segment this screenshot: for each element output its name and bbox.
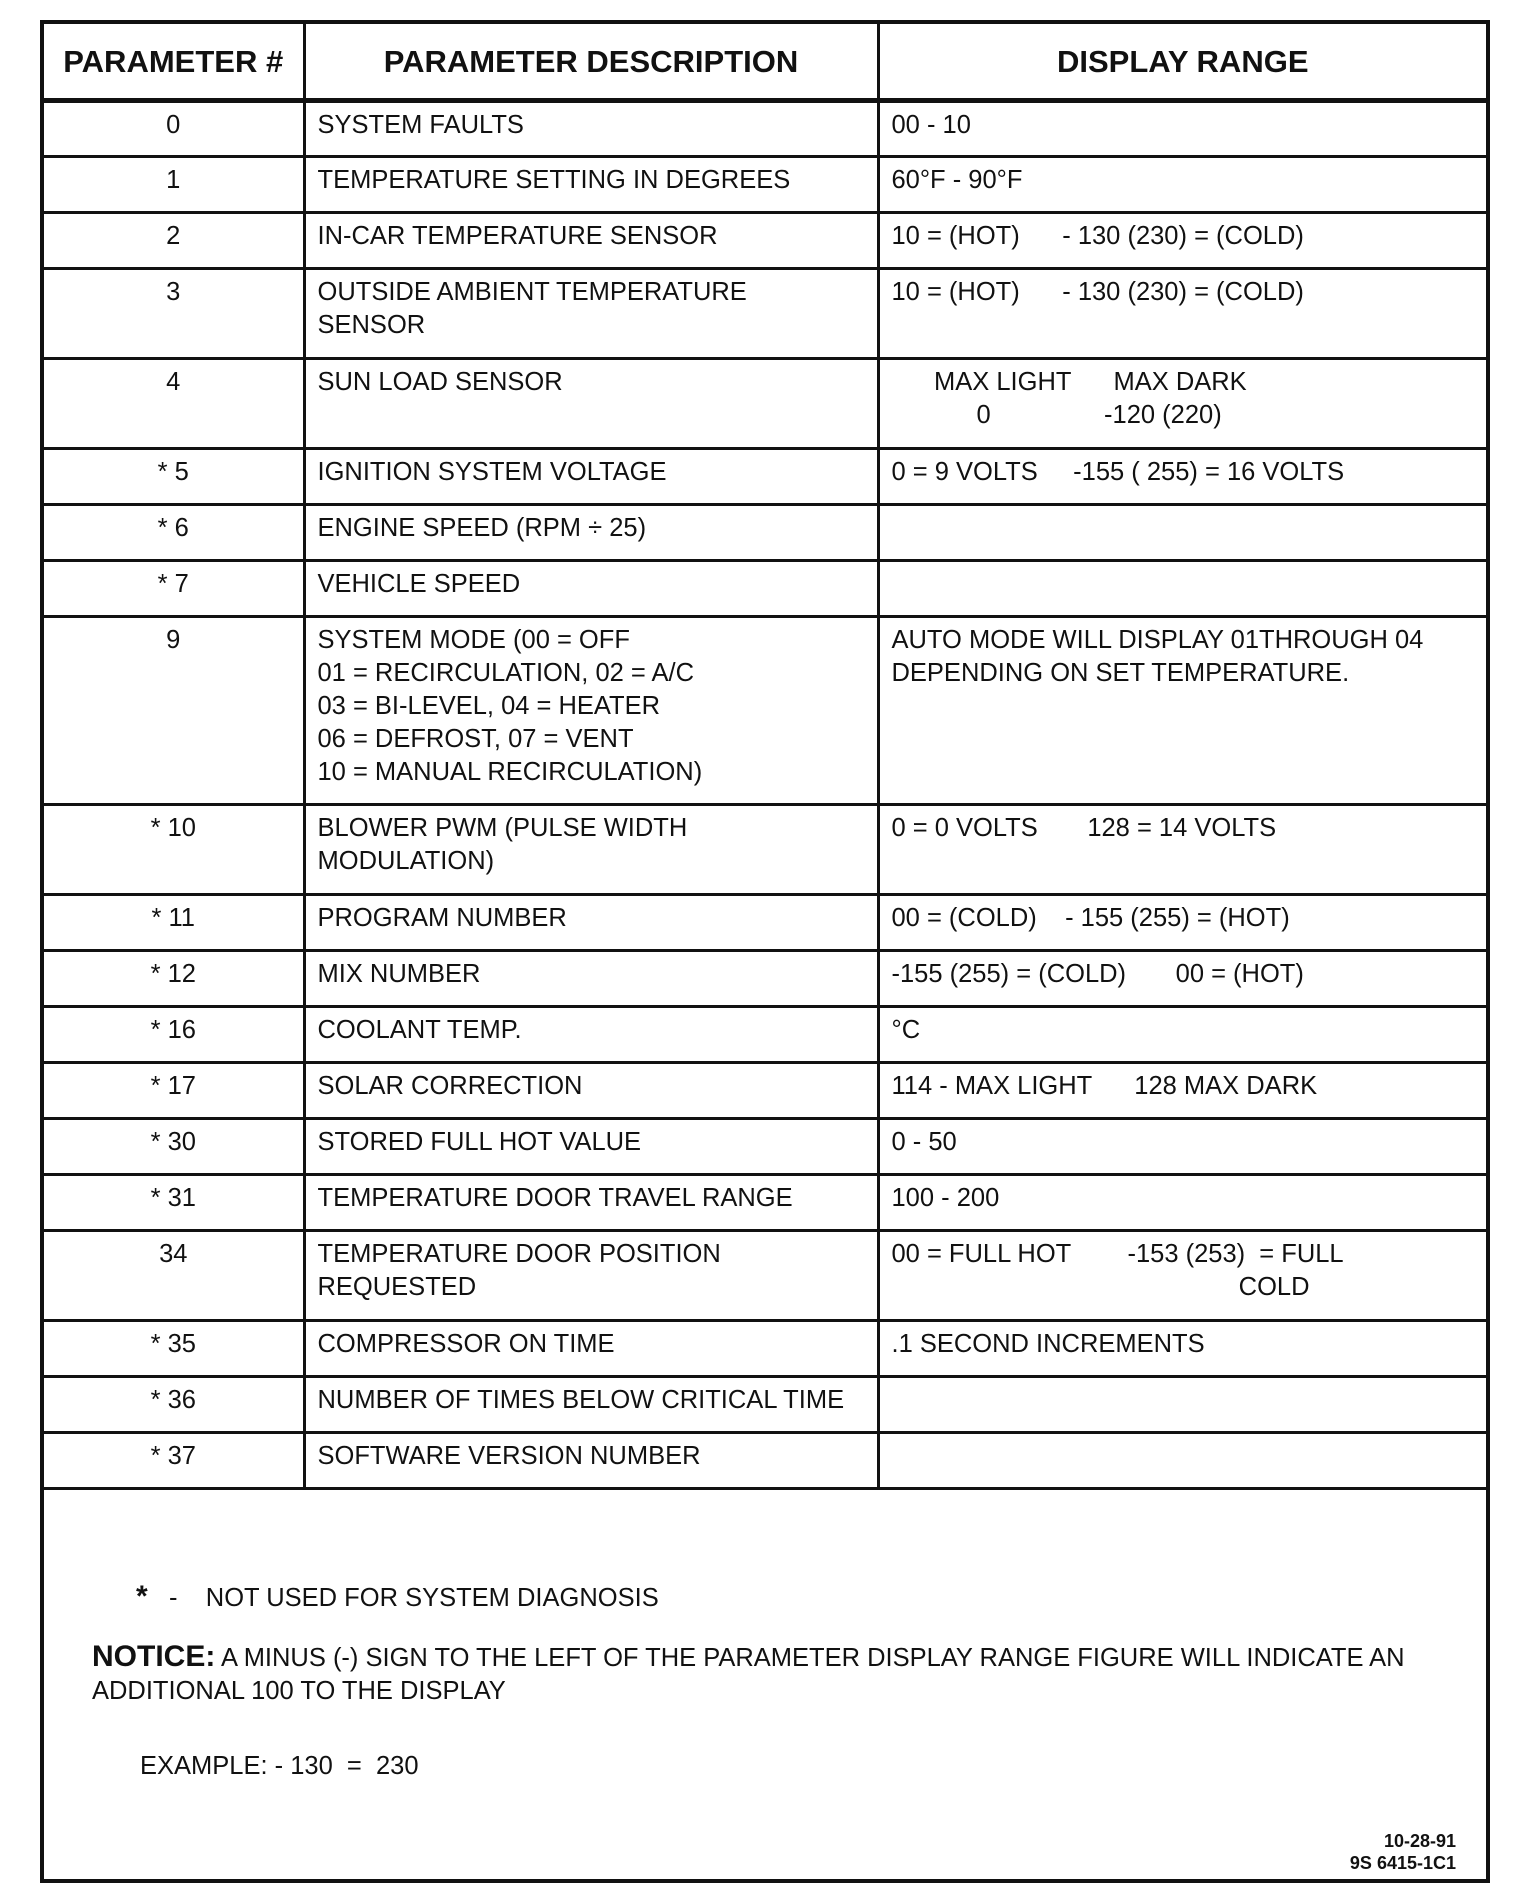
parameter-description-cell: TEMPERATURE SETTING IN DEGREES bbox=[304, 157, 878, 213]
table-row bbox=[44, 1377, 1486, 1433]
display-range-cell: 114 - MAX LIGHT 128 MAX DARK bbox=[878, 1063, 1486, 1119]
table-row bbox=[44, 359, 1486, 449]
parameter-number-cell: 34 bbox=[44, 1231, 304, 1321]
table-row bbox=[44, 449, 1486, 505]
display-range-cell: AUTO MODE WILL DISPLAY 01THROUGH 04 DEPENDING ON SET TEMPERATURE. bbox=[878, 617, 1486, 805]
parameter-description-cell: IN-CAR TEMPERATURE SENSOR bbox=[304, 213, 878, 269]
table-row bbox=[44, 805, 1486, 895]
parameter-number-cell: * 37 bbox=[44, 1433, 304, 1489]
display-range-cell: 0 = 9 VOLTS -155 ( 255) = 16 VOLTS bbox=[878, 449, 1486, 505]
parameter-number-cell: * 6 bbox=[44, 505, 304, 561]
parameter-description-cell: OUTSIDE AMBIENT TEMPERATURE SENSOR bbox=[304, 269, 878, 359]
display-range-cell: 10 = (HOT) - 130 (230) = (COLD) bbox=[878, 269, 1486, 359]
display-range-cell bbox=[878, 1433, 1486, 1489]
table-row bbox=[44, 1007, 1486, 1063]
display-range-cell bbox=[878, 505, 1486, 561]
parameter-number-cell: * 35 bbox=[44, 1321, 304, 1377]
parameter-number-cell: * 17 bbox=[44, 1063, 304, 1119]
table-row bbox=[44, 1063, 1486, 1119]
parameter-description-cell: PROGRAM NUMBER bbox=[304, 895, 878, 951]
parameter-number-cell: * 10 bbox=[44, 805, 304, 895]
display-range-cell bbox=[878, 561, 1486, 617]
header-display-range: DISPLAY RANGE bbox=[878, 24, 1486, 101]
table-row bbox=[44, 269, 1486, 359]
display-range-cell: .1 SECOND INCREMENTS bbox=[878, 1321, 1486, 1377]
parameter-description-cell: COMPRESSOR ON TIME bbox=[304, 1321, 878, 1377]
parameter-number-cell: * 36 bbox=[44, 1377, 304, 1433]
table-row bbox=[44, 157, 1486, 213]
parameter-number-cell: 1 bbox=[44, 157, 304, 213]
parameter-number-cell: * 7 bbox=[44, 561, 304, 617]
notice-paragraph bbox=[92, 1640, 1452, 1708]
display-range-cell: 0 = 0 VOLTS 128 = 14 VOLTS bbox=[878, 805, 1486, 895]
parameter-description-cell: VEHICLE SPEED bbox=[304, 561, 878, 617]
parameter-description-cell: SYSTEM MODE (00 = OFF 01 = RECIRCULATION, 02 = A/C 03 = BI-LEVEL, 04 = HEATER 06 = DEFROST, 07 = VENT 10 = MANUAL RECIRCULATION) bbox=[304, 617, 878, 805]
display-range-cell: °C bbox=[878, 1007, 1486, 1063]
parameter-description-cell: SUN LOAD SENSOR bbox=[304, 359, 878, 449]
header-parameter-description: PARAMETER DESCRIPTION bbox=[304, 24, 878, 101]
document-date: 10-28-91 bbox=[1383, 1831, 1456, 1851]
table-row bbox=[44, 1119, 1486, 1175]
table-row bbox=[44, 951, 1486, 1007]
display-range-cell: 60°F - 90°F bbox=[878, 157, 1486, 213]
table-row bbox=[44, 1231, 1486, 1321]
table-row bbox=[44, 895, 1486, 951]
parameter-number-cell: 9 bbox=[44, 617, 304, 805]
parameter-number-cell: * 11 bbox=[44, 895, 304, 951]
notes-section bbox=[44, 1516, 1486, 1883]
parameter-description-cell: IGNITION SYSTEM VOLTAGE bbox=[304, 449, 878, 505]
parameter-description-cell: MIX NUMBER bbox=[304, 951, 878, 1007]
table-row bbox=[44, 505, 1486, 561]
table-row bbox=[44, 1433, 1486, 1489]
table-row bbox=[44, 617, 1486, 805]
display-range-cell: 00 = (COLD) - 155 (255) = (HOT) bbox=[878, 895, 1486, 951]
parameter-description-cell: COOLANT TEMP. bbox=[304, 1007, 878, 1063]
example-line: EXAMPLE: - 130 = 230 bbox=[140, 1752, 419, 1780]
asterisk-symbol: * bbox=[136, 1580, 148, 1613]
parameter-number-cell: * 5 bbox=[44, 449, 304, 505]
notice-text: A MINUS (-) SIGN TO THE LEFT OF THE PARAMETER DISPLAY RANGE FIGURE WILL INDICATE AN ADDITIONAL 100 TO THE DISPLAY bbox=[92, 1644, 1405, 1705]
display-range-cell: 00 = FULL HOT -153 (253) = FULL COLD bbox=[878, 1231, 1486, 1321]
display-range-cell: 100 - 200 bbox=[878, 1175, 1486, 1231]
table-row bbox=[44, 1175, 1486, 1231]
parameter-number-cell: 0 bbox=[44, 101, 304, 157]
parameter-table bbox=[44, 24, 1486, 1490]
parameter-description-cell: SYSTEM FAULTS bbox=[304, 101, 878, 157]
parameter-number-cell: 4 bbox=[44, 359, 304, 449]
parameter-description-cell: TEMPERATURE DOOR TRAVEL RANGE bbox=[304, 1175, 878, 1231]
parameter-description-cell: SOFTWARE VERSION NUMBER bbox=[304, 1433, 878, 1489]
parameter-number-cell: * 16 bbox=[44, 1007, 304, 1063]
table-row bbox=[44, 561, 1486, 617]
display-range-cell: 0 - 50 bbox=[878, 1119, 1486, 1175]
parameter-number-cell: 2 bbox=[44, 213, 304, 269]
display-range-cell: -155 (255) = (COLD) 00 = (HOT) bbox=[878, 951, 1486, 1007]
display-range-cell: MAX LIGHT MAX DARK 0 -120 (220) bbox=[878, 359, 1486, 449]
parameter-description-cell: TEMPERATURE DOOR POSITION REQUESTED bbox=[304, 1231, 878, 1321]
table-row bbox=[44, 101, 1486, 157]
table-row bbox=[44, 1321, 1486, 1377]
parameter-number-cell: * 31 bbox=[44, 1175, 304, 1231]
parameter-description-cell: NUMBER OF TIMES BELOW CRITICAL TIME bbox=[304, 1377, 878, 1433]
header-parameter-number: PARAMETER # bbox=[44, 24, 304, 101]
parameter-number-cell: 3 bbox=[44, 269, 304, 359]
asterisk-legend bbox=[136, 1580, 659, 1614]
display-range-cell bbox=[878, 1377, 1486, 1433]
display-range-cell: 10 = (HOT) - 130 (230) = (COLD) bbox=[878, 213, 1486, 269]
parameter-description-cell: ENGINE SPEED (RPM ÷ 25) bbox=[304, 505, 878, 561]
document-frame bbox=[40, 20, 1490, 1883]
parameter-description-cell: STORED FULL HOT VALUE bbox=[304, 1119, 878, 1175]
notice-label: NOTICE: bbox=[92, 1640, 216, 1673]
parameter-number-cell: * 30 bbox=[44, 1119, 304, 1175]
table-header-row bbox=[44, 24, 1486, 101]
document-code: 9S 6415-1C1 bbox=[1349, 1853, 1456, 1873]
document-reference bbox=[1350, 1830, 1456, 1874]
parameter-description-cell: SOLAR CORRECTION bbox=[304, 1063, 878, 1119]
parameter-number-cell: * 12 bbox=[44, 951, 304, 1007]
parameter-description-cell: BLOWER PWM (PULSE WIDTH MODULATION) bbox=[304, 805, 878, 895]
display-range-cell: 00 - 10 bbox=[878, 101, 1486, 157]
asterisk-legend-text: - NOT USED FOR SYSTEM DIAGNOSIS bbox=[147, 1584, 659, 1612]
table-row bbox=[44, 213, 1486, 269]
